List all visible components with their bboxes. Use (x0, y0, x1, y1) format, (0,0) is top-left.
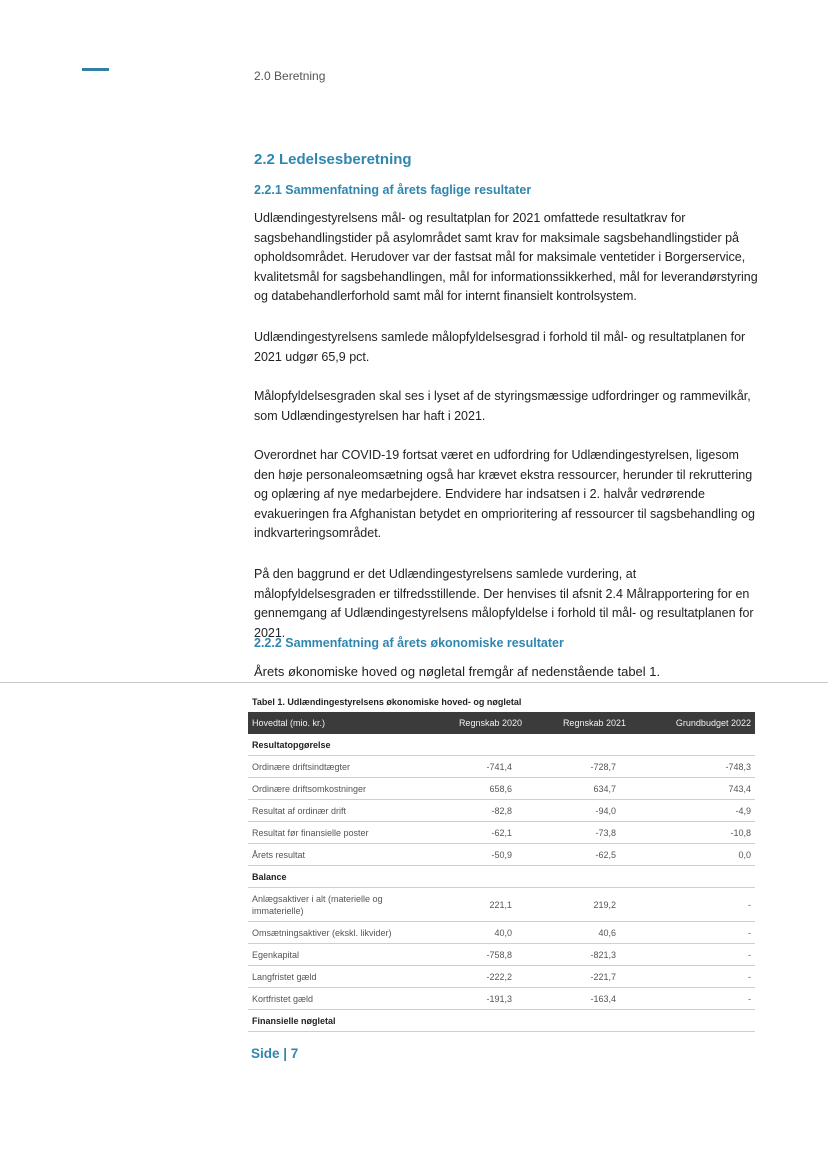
value-2021: 634,7 (542, 778, 646, 800)
budget-2022: - (646, 888, 755, 922)
value-2020: 40,0 (438, 922, 542, 944)
header-cell: Regnskab 2020 (438, 712, 542, 734)
table-row (248, 944, 755, 966)
budget-2022: 0,0 (646, 844, 755, 866)
value-2020: -741,4 (438, 756, 542, 778)
row-label: Resultat af ordinær drift (248, 800, 438, 822)
row-label: Omsætningsaktiver (ekskl. likvider) (248, 922, 438, 944)
value-2020: -82,8 (438, 800, 542, 822)
table-section-row (248, 734, 755, 756)
budget-2022: - (646, 944, 755, 966)
table-section-row (248, 1010, 755, 1032)
value-2021: -163,4 (542, 988, 646, 1010)
value-2021: -73,8 (542, 822, 646, 844)
value-2020: -758,8 (438, 944, 542, 966)
value-2020: 658,6 (438, 778, 542, 800)
page-divider (0, 682, 828, 683)
table-row (248, 822, 755, 844)
financial-table (248, 712, 755, 1032)
table-header-row (248, 712, 755, 734)
section-label: Balance (248, 866, 755, 888)
header-cell: Hovedtal (mio. kr.) (248, 712, 438, 734)
budget-2022: -748,3 (646, 756, 755, 778)
paragraph: På den baggrund er det Udlændingestyrelsens samlede vurdering, at målopfyldelsesgraden er tilfredsstillende. Der henvises til afsnit 2.4 Målrapportering for en gennemgang af Udlændingestyrelsens målopfyldelse i forhold til mål- og resultatplanen for 2021. (254, 567, 754, 640)
row-label: Anlægsaktiver i alt (materielle og immaterielle) (248, 888, 438, 922)
table-caption: Tabel 1. Udlændingestyrelsens økonomiske hoved- og nøgletal (252, 697, 522, 707)
table-row (248, 922, 755, 944)
subsection-heading-oekonomiske: 2.2.2 Sammenfatning af årets økonomiske resultater (254, 636, 564, 650)
value-2021: -62,5 (542, 844, 646, 866)
table-row (248, 888, 755, 922)
row-label: Ordinære driftsindtægter (248, 756, 438, 778)
table-row (248, 800, 755, 822)
table-section-row (248, 866, 755, 888)
section-heading: 2.2 Ledelsesberetning (254, 151, 412, 168)
value-2020: -50,9 (438, 844, 542, 866)
row-label: Kortfristet gæld (248, 988, 438, 1010)
paragraph: Målopfyldelsesgraden skal ses i lyset af de styringsmæssige udfordringer og rammevilkår, som Udlændingestyrelsen har haft i 2021. (254, 389, 751, 423)
paragraph: Overordnet har COVID-19 fortsat været en udfordring for Udlændingestyrelsen, ligesom den høje personaleomsætning også har krævet ekstra ressourcer, herunder til rekruttering og oplæring af nye medarbejdere. Endvidere har indsatsen i 2. halvår vedrørende evakueringen fra Afghanistan betydet en omprioritering af ressourcer til sagsbehandling og indkvarteringsområdet. (254, 448, 756, 541)
budget-2022: -10,8 (646, 822, 755, 844)
value-2021: -94,0 (542, 800, 646, 822)
page-number: Side | 7 (251, 1046, 299, 1061)
budget-2022: - (646, 988, 755, 1010)
budget-2022: - (646, 922, 755, 944)
value-2021: -221,7 (542, 966, 646, 988)
value-2021: -821,3 (542, 944, 646, 966)
budget-2022: -4,9 (646, 800, 755, 822)
row-label: Egenkapital (248, 944, 438, 966)
table-row (248, 778, 755, 800)
table-row (248, 988, 755, 1010)
value-2020: -62,1 (438, 822, 542, 844)
value-2021: -728,7 (542, 756, 646, 778)
section-label: Finansielle nøgletal (248, 1010, 755, 1032)
table-row (248, 844, 755, 866)
budget-2022: 743,4 (646, 778, 755, 800)
row-label: Langfristet gæld (248, 966, 438, 988)
chapter-title: 2.0 Beretning (254, 69, 326, 83)
value-2021: 219,2 (542, 888, 646, 922)
value-2021: 40,6 (542, 922, 646, 944)
table-row (248, 756, 755, 778)
value-2020: -191,3 (438, 988, 542, 1010)
paragraph: Udlændingestyrelsens samlede målopfyldelsesgrad i forhold til mål- og resultatplanen for 2021 udgør 65,9 pct. (254, 330, 746, 364)
paragraph: Udlændingestyrelsens mål- og resultatplan for 2021 omfattede resultatkrav for sagsbehandlingstider på asylområdet samt krav for maksimale sagsbehandlingstider på opholdsområdet. Herudover var der fastsat mål for maksimale ventetider i Borgerservice, kvalitetsmål for sagsbehandlingen, mål for informationssikkerhed, mål for leverandørstyring og databehandlerforhold samt mål for internt finansielt kontrolsystem. (254, 211, 758, 304)
section-label: Resultatopgørelse (248, 734, 755, 756)
budget-2022: - (646, 966, 755, 988)
header-cell: Regnskab 2021 (542, 712, 646, 734)
value-2020: 221,1 (438, 888, 542, 922)
header-accent-rule (82, 68, 109, 71)
row-label: Årets resultat (248, 844, 438, 866)
table-row (248, 966, 755, 988)
row-label: Resultat før finansielle poster (248, 822, 438, 844)
header-cell: Grundbudget 2022 (646, 712, 755, 734)
row-label: Ordinære driftsomkostninger (248, 778, 438, 800)
subsection-heading-faglige: 2.2.1 Sammenfatning af årets faglige resultater (254, 183, 532, 197)
table-intro-text: Årets økonomiske hoved og nøgletal fremgår af nedenstående tabel 1. (254, 664, 661, 679)
value-2020: -222,2 (438, 966, 542, 988)
